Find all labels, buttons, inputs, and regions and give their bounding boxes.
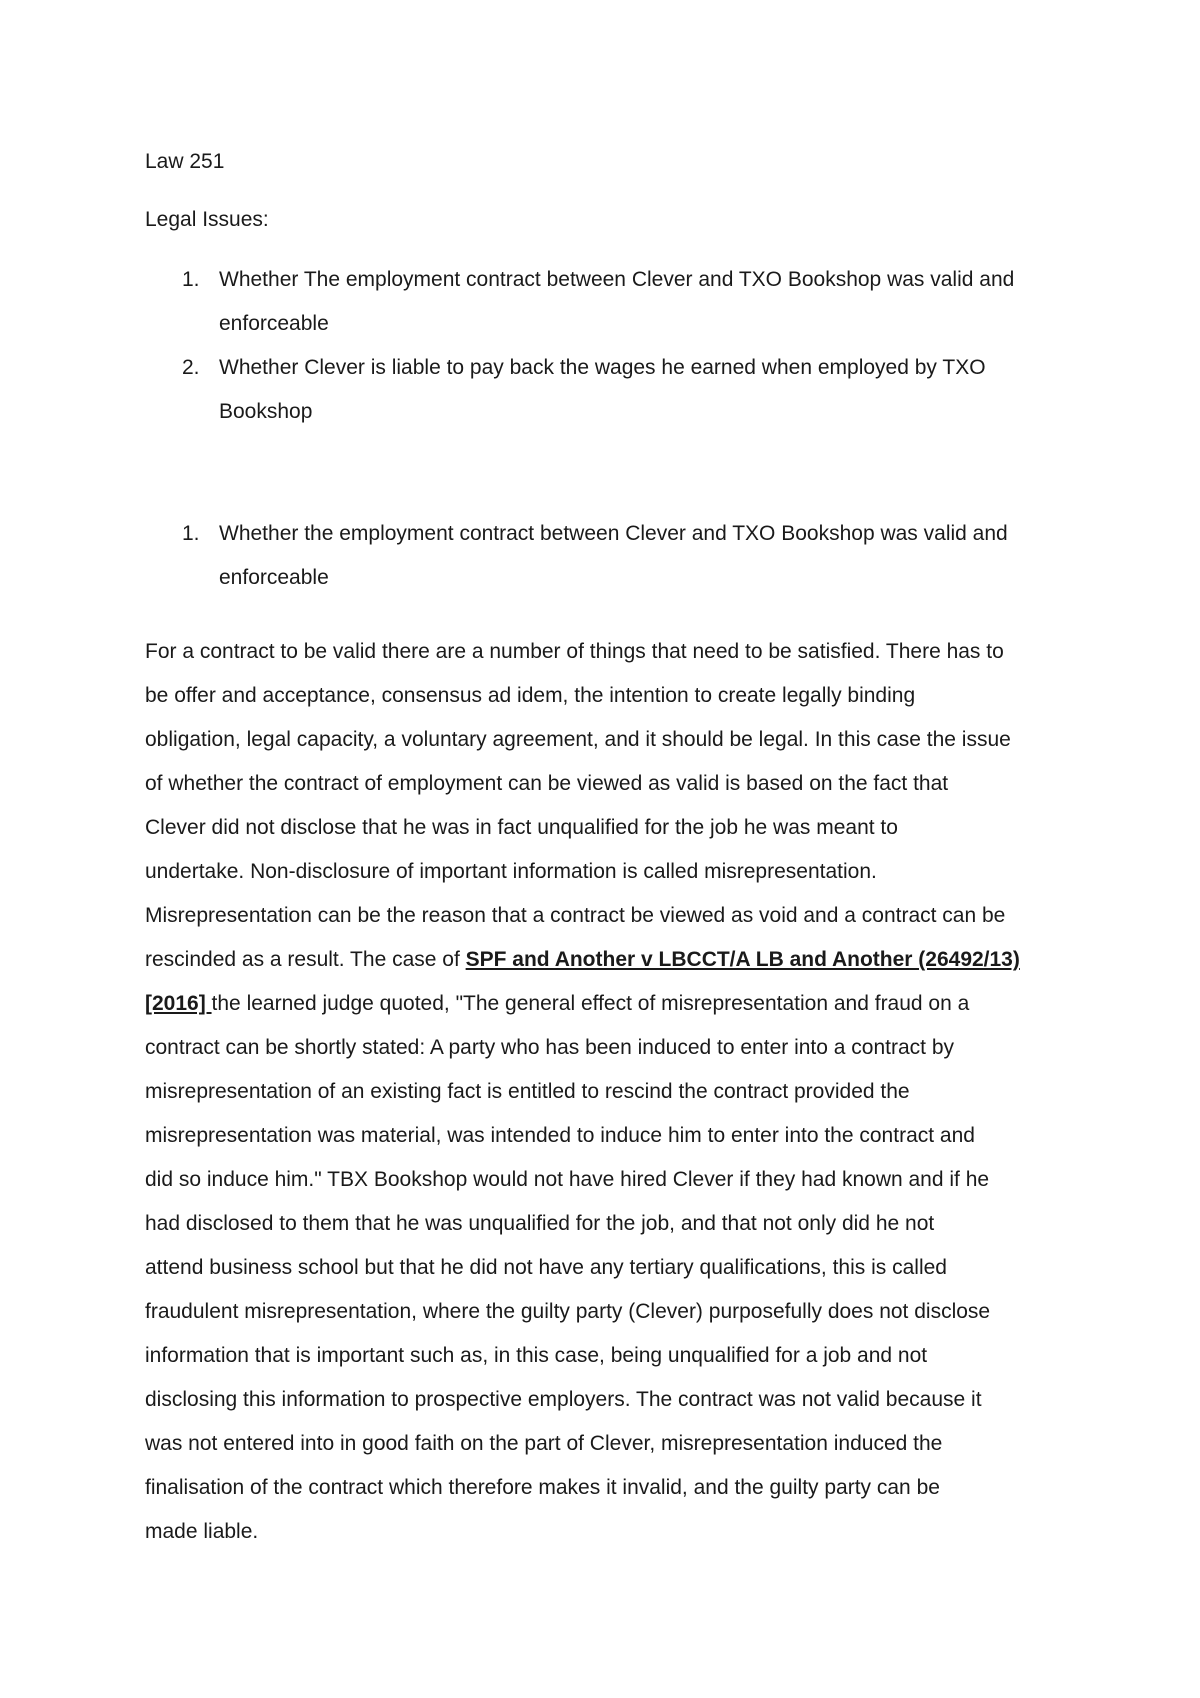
issue-number: 1. xyxy=(182,268,200,291)
paragraph-line: of whether the contract of employment can be viewed as valid is based on the fact that xyxy=(145,772,949,795)
paragraph-text: rescinded as a result. The case of xyxy=(145,948,466,971)
issues-heading: Legal Issues: xyxy=(145,208,269,231)
paragraph-line: Clever did not disclose that he was in fact unqualified for the job he was meant to xyxy=(145,816,898,839)
issue-line: Whether The employment contract between Clever and TXO Bookshop was valid and xyxy=(219,268,1015,291)
paragraph-line xyxy=(145,946,1065,974)
section-heading-line: Whether the employment contract between Clever and TXO Bookshop was valid and xyxy=(219,522,1008,545)
paragraph-line: misrepresentation was material, was intended to induce him to enter into the contract and xyxy=(145,1124,975,1147)
paragraph-line: finalisation of the contract which therefore makes it invalid, and the guilty party can be xyxy=(145,1476,940,1499)
paragraph-line: be offer and acceptance, consensus ad idem, the intention to create legally binding xyxy=(145,684,916,707)
paragraph-line: fraudulent misrepresentation, where the guilty party (Clever) purposefully does not disclose xyxy=(145,1300,991,1323)
case-citation-year: [2016] xyxy=(145,992,212,1015)
paragraph-line: was not entered into in good faith on the part of Clever, misrepresentation induced the xyxy=(145,1432,943,1455)
paragraph-text: the learned judge quoted, "The general effect of misrepresentation and fraud on a xyxy=(211,992,970,1015)
section-heading-line: enforceable xyxy=(219,566,329,589)
case-citation: SPF and Another v LBCCT/A LB and Another (26492/13) xyxy=(465,948,1020,971)
paragraph-line: Misrepresentation can be the reason that a contract be viewed as void and a contract can be xyxy=(145,904,1006,927)
paragraph-line xyxy=(145,990,1065,1018)
paragraph-line: disclosing this information to prospective employers. The contract was not valid because it xyxy=(145,1388,982,1411)
issue-line: Whether Clever is liable to pay back the wages he earned when employed by TXO xyxy=(219,356,986,379)
paragraph-line: For a contract to be valid there are a number of things that need to be satisfied. There has to xyxy=(145,640,1004,663)
document-title: Law 251 xyxy=(145,150,225,173)
paragraph-line: information that is important such as, in this case, being unqualified for a job and not xyxy=(145,1344,928,1367)
section-number: 1. xyxy=(182,522,200,545)
paragraph-line: attend business school but that he did not have any tertiary qualifications, this is called xyxy=(145,1256,947,1279)
paragraph-line: made liable. xyxy=(145,1520,259,1543)
paragraph-line: obligation, legal capacity, a voluntary agreement, and it should be legal. In this case the issue xyxy=(145,728,1011,751)
paragraph-line: undertake. Non-disclosure of important information is called misrepresentation. xyxy=(145,860,877,883)
paragraph-line: misrepresentation of an existing fact is entitled to rescind the contract provided the xyxy=(145,1080,910,1103)
issue-line: Bookshop xyxy=(219,400,313,423)
issue-number: 2. xyxy=(182,356,200,379)
paragraph-line: had disclosed to them that he was unqualified for the job, and that not only did he not xyxy=(145,1212,935,1235)
paragraph-line: did so induce him." TBX Bookshop would not have hired Clever if they had known and if he xyxy=(145,1168,990,1191)
issue-line: enforceable xyxy=(219,312,329,335)
paragraph-line: contract can be shortly stated: A party who has been induced to enter into a contract by xyxy=(145,1036,954,1059)
